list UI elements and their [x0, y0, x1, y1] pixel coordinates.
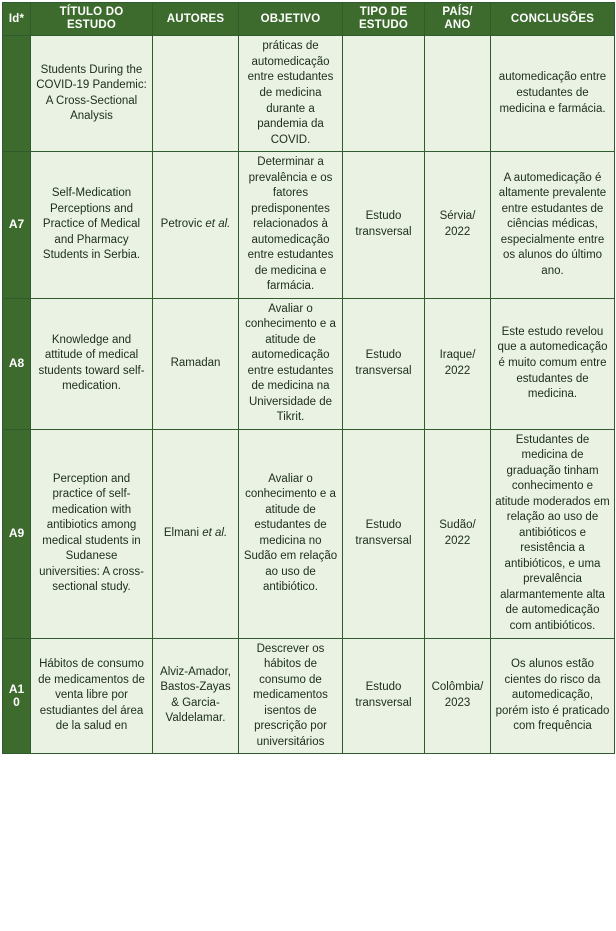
row-objective: Descrever os hábitos de consumo de medicamentos isentos de prescrição por universitários — [239, 638, 343, 754]
row-id: A7 — [3, 152, 31, 299]
row-conclusion: automedicação entre estudantes de medicina e farmácia. — [491, 36, 615, 152]
header-row — [3, 3, 615, 36]
row-country-year: Iraque/ 2022 — [425, 298, 491, 429]
header-authors: AUTORES — [153, 3, 239, 36]
header-study-type: TIPO DE ESTUDO — [343, 3, 425, 36]
table-row — [3, 298, 615, 429]
studies-table — [2, 2, 615, 754]
table-row — [3, 152, 615, 299]
row-study-type — [343, 36, 425, 152]
header-country-year: PAÍS/ ANO — [425, 3, 491, 36]
row-id — [3, 36, 31, 152]
header-objective: OBJETIVO — [239, 3, 343, 36]
row-title: Knowledge and attitude of medical students toward self-medication. — [31, 298, 153, 429]
row-authors: Ramadan — [153, 298, 239, 429]
row-title: Hábitos de consumo de medicamentos de venta libre por estudiantes del área de la salud en — [31, 638, 153, 754]
row-title: Students During the COVID-19 Pandemic: A Cross-Sectional Analysis — [31, 36, 153, 152]
row-authors: Elmani et al. — [153, 429, 239, 638]
row-study-type: Estudo transversal — [343, 638, 425, 754]
row-conclusion: Este estudo revelou que a automedicação é muito comum entre estudantes de medicina. — [491, 298, 615, 429]
row-conclusion: Estudantes de medicina de graduação tinham conhecimento e atitude moderados em relação ao uso de antibióticos e resistência a antibióticos, e uma prevalência alarmantemente alta de automedicação com antibióticos. — [491, 429, 615, 638]
row-objective: Avaliar o conhecimento e a atitude de estudantes de medicina no Sudão em relação ao uso de antibiótico. — [239, 429, 343, 638]
row-conclusion: Os alunos estão cientes do risco da automedicação, porém isto é praticado com frequência — [491, 638, 615, 754]
row-study-type: Estudo transversal — [343, 429, 425, 638]
row-id: A10 — [3, 638, 31, 754]
row-country-year: Sudão/ 2022 — [425, 429, 491, 638]
row-study-type: Estudo transversal — [343, 298, 425, 429]
row-authors: Petrovic et al. — [153, 152, 239, 299]
row-authors: Alviz-Amador, Bastos-Zayas & Garcia-Valdelamar. — [153, 638, 239, 754]
table-row — [3, 429, 615, 638]
row-id: A8 — [3, 298, 31, 429]
row-objective: práticas de automedicação entre estudantes de medicina durante a pandemia da COVID. — [239, 36, 343, 152]
header-conclusions: CONCLUSÕES — [491, 3, 615, 36]
table-body — [3, 36, 615, 754]
row-id: A9 — [3, 429, 31, 638]
row-objective: Avaliar o conhecimento e a atitude de automedicação entre estudantes de medicina na Universidade de Tikrit. — [239, 298, 343, 429]
header-id: Id* — [3, 3, 31, 36]
row-country-year: Colômbia/ 2023 — [425, 638, 491, 754]
row-country-year — [425, 36, 491, 152]
row-country-year: Sérvia/ 2022 — [425, 152, 491, 299]
row-authors — [153, 36, 239, 152]
table-row — [3, 36, 615, 152]
row-title: Perception and practice of self-medication with antibiotics among medical students in Sudanese universities: A cross-sectional study. — [31, 429, 153, 638]
row-objective: Determinar a prevalência e os fatores predisponentes relacionados à automedicação entre estudantes de medicina e farmácia. — [239, 152, 343, 299]
row-study-type: Estudo transversal — [343, 152, 425, 299]
header-title: TÍTULO DO ESTUDO — [31, 3, 153, 36]
row-conclusion: A automedicação é altamente prevalente entre estudantes de ciências médicas, especialmente entre os alunos do último ano. — [491, 152, 615, 299]
row-title: Self-Medication Perceptions and Practice of Medical and Pharmacy Students in Serbia. — [31, 152, 153, 299]
table-row — [3, 638, 615, 754]
table-header — [3, 3, 615, 36]
